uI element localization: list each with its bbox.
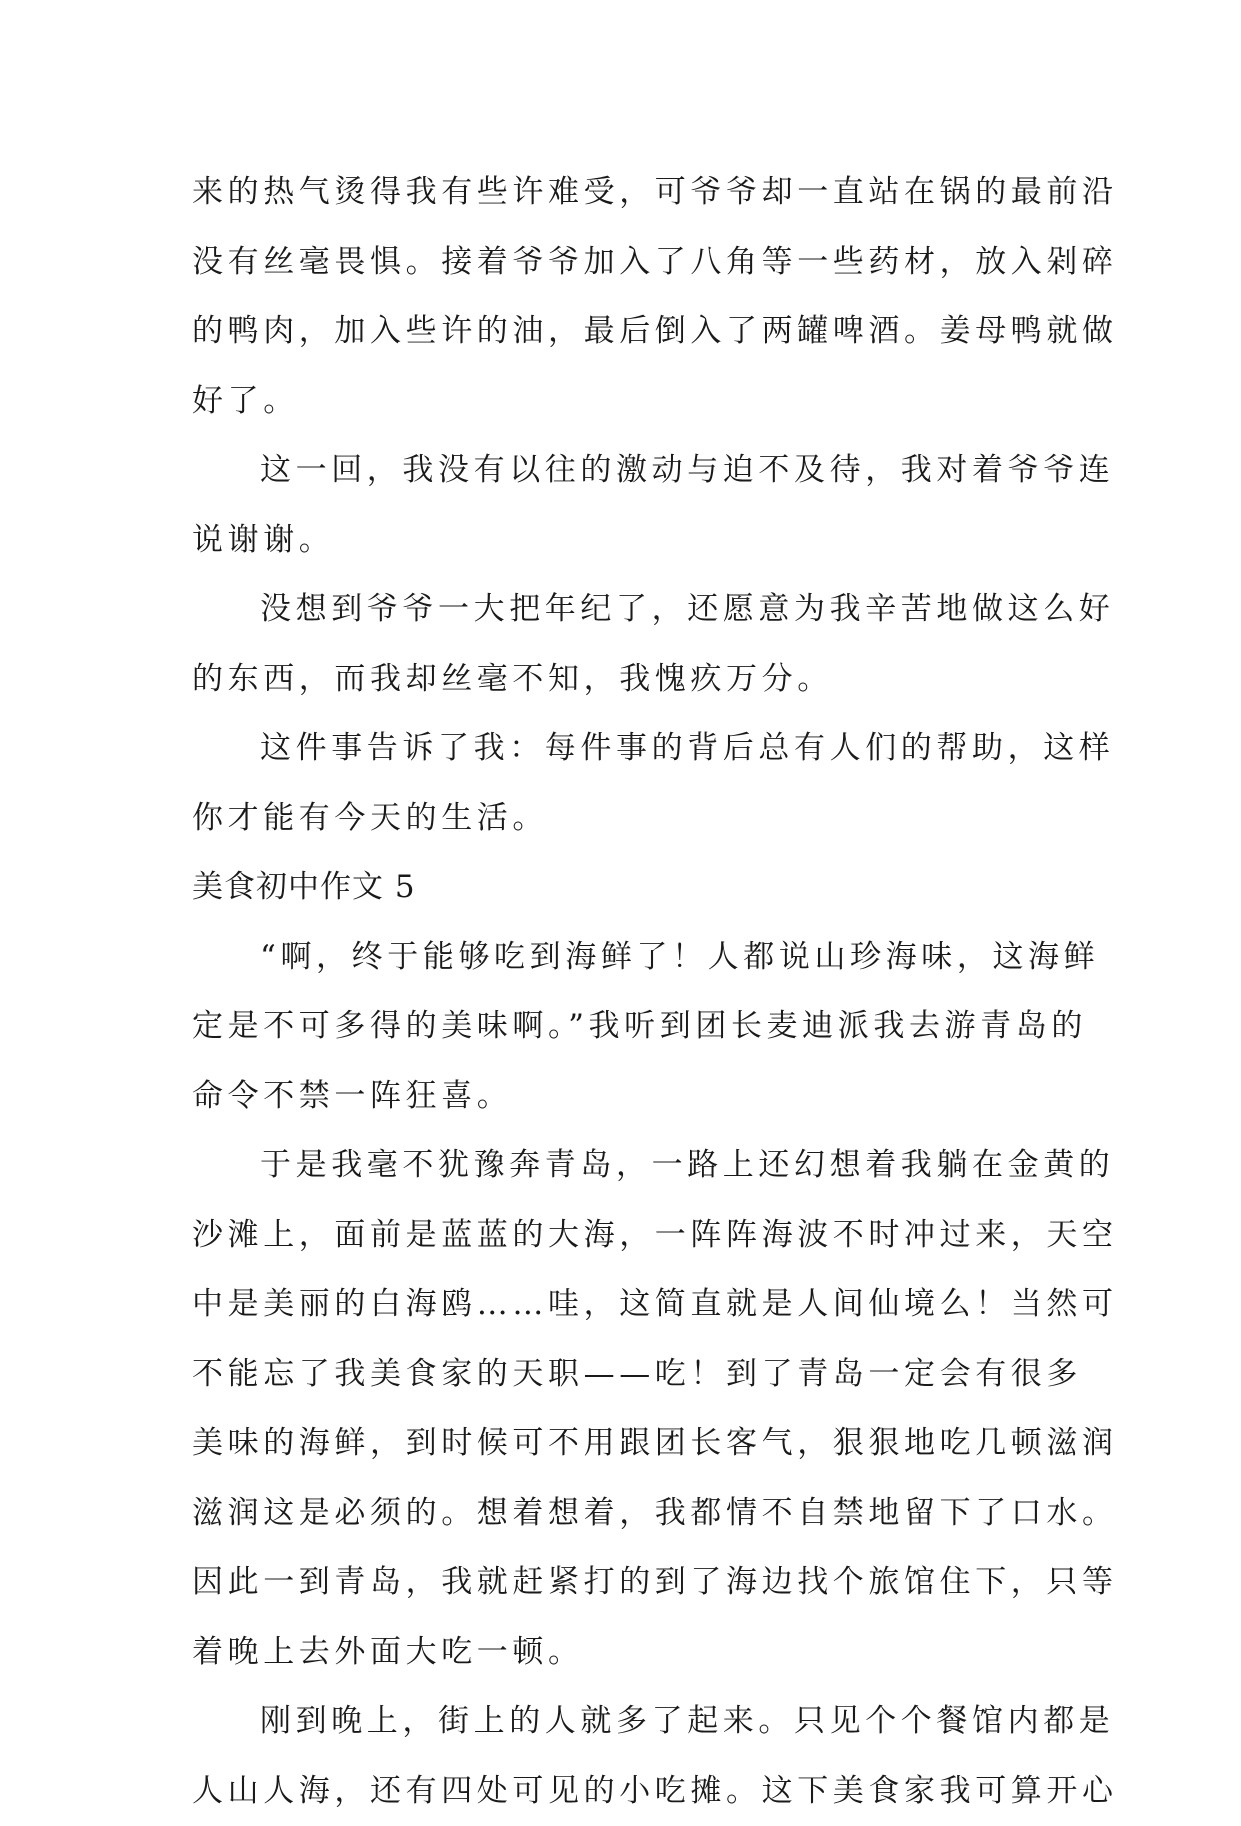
text-line: 你才能有今天的生活。: [192, 784, 1054, 854]
text-line: 美味的海鲜，到时候可不用跟团长客气，狠狠地吃几顿滋润: [192, 1409, 1054, 1479]
text-line: “啊，终于能够吃到海鲜了！人都说山珍海味，这海鲜: [192, 923, 1054, 993]
text-line: 没有丝毫畏惧。接着爷爷加入了八角等一些药材，放入剁碎: [192, 228, 1054, 298]
text-line: 的鸭肉，加入些许的油，最后倒入了两罐啤酒。姜母鸭就做: [192, 297, 1054, 367]
text-line: 滋润这是必须的。想着想着，我都情不自禁地留下了口水。: [192, 1479, 1054, 1549]
text-line: 的东西，而我却丝毫不知，我愧疚万分。: [192, 645, 1054, 715]
text-line: 好了。: [192, 367, 1054, 437]
text-line: 人山人海，还有四处可见的小吃摊。这下美食家我可算开心: [192, 1757, 1054, 1826]
text-line: 这一回，我没有以往的激动与迫不及待，我对着爷爷连: [192, 436, 1054, 506]
text-line: 着晚上去外面大吃一顿。: [192, 1618, 1054, 1688]
text-line: 因此一到青岛，我就赶紧打的到了海边找个旅馆住下，只等: [192, 1548, 1054, 1618]
text-line: 不能忘了我美食家的天职——吃！到了青岛一定会有很多: [192, 1340, 1054, 1410]
section-heading: 美食初中作文 5: [192, 853, 1054, 923]
text-line: 来的热气烫得我有些许难受，可爷爷却一直站在锅的最前沿: [192, 158, 1054, 228]
text-line: 沙滩上，面前是蓝蓝的大海，一阵阵海波不时冲过来，天空: [192, 1201, 1054, 1271]
text-line: 这件事告诉了我：每件事的背后总有人们的帮助，这样: [192, 714, 1054, 784]
text-line: 于是我毫不犹豫奔青岛，一路上还幻想着我躺在金黄的: [192, 1131, 1054, 1201]
document-body: [192, 158, 1054, 1826]
text-line: 刚到晚上，街上的人就多了起来。只见个个餐馆内都是: [192, 1687, 1054, 1757]
text-line: 命令不禁一阵狂喜。: [192, 1062, 1054, 1132]
text-line: 没想到爷爷一大把年纪了，还愿意为我辛苦地做这么好: [192, 575, 1054, 645]
text-line: 定是不可多得的美味啊。”我听到团长麦迪派我去游青岛的: [192, 992, 1054, 1062]
text-line: 中是美丽的白海鸥……哇，这简直就是人间仙境么！当然可: [192, 1270, 1054, 1340]
text-line: 说谢谢。: [192, 506, 1054, 576]
